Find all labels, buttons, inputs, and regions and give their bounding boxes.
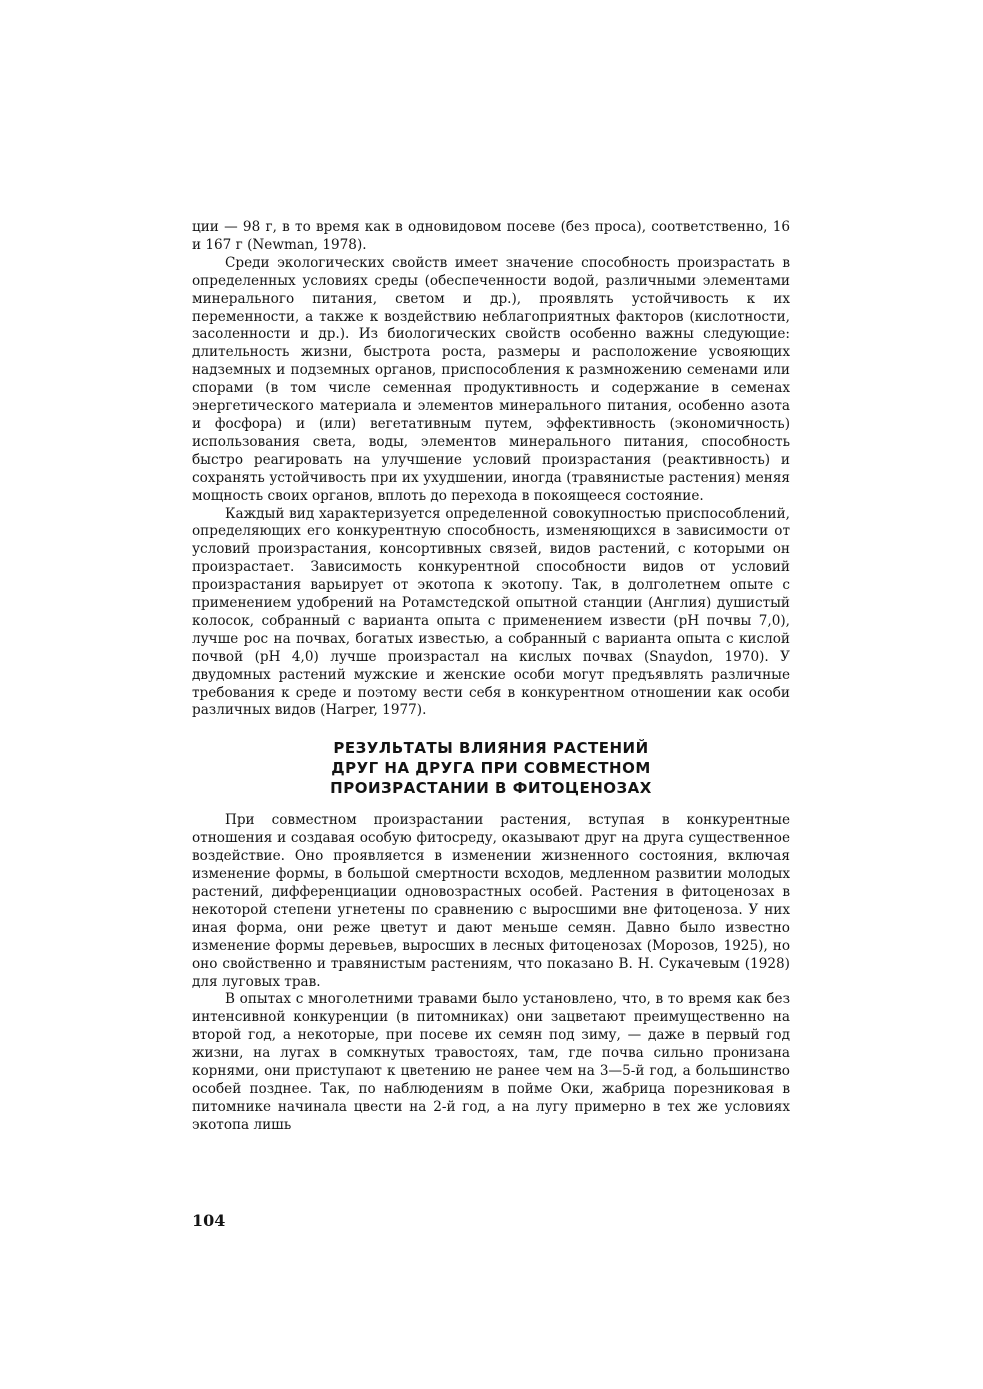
- paragraph-perennial-grasses: В опытах с многолетними травами было установлено, что, в то время как без интенсивной конкуренции (в питомниках) они зацветают преимущественно на второй год, а некоторые, при посеве их семян под зиму, — даже в первый год жизни, на лугах в сомкнутых травостоях, там, где почва сильно пронизана корнями, они приступают к цветению не ранее чем на 3—5-й год, а большинство особей позднее. Так, по наблюдениям в пойме Оки, жабрица порезниковая в питомнике начинала цвести на 2-й год, а на лугу примерно в тех же условиях экотопа лишь: [192, 991, 790, 1133]
- paragraph-ecological-properties: Среди экологических свойств имеет значение способность произрастать в определенных условиях среды (обеспеченности водой, различными элементами минерального питания, светом и др.), проявлять устойчивость к их переменности, а также к воздействию неблагоприятных факторов (кислотности, засоленности и др.). Из биологических свойств особенно важны следующие: длительность жизни, быстрота роста, размеры и расположение усвояющих надземных и подземных органов, приспособления к размножению семенами или спорами (в том числе семенная продуктивность и содержание в семенах энергетического материала и элементов минерального питания, особенно азота и фосфора) и (или) вегетативным путем, эффективность (экономичность) использования света, воды, элементов минерального питания, способность быстро реагировать на улучшение условий произрастания (реактивность) и сохранять устойчивость при их ухудшении, иногда (травянистые растения) меняя мощность своих органов, вплоть до перехода в покоящееся состояние.: [192, 254, 790, 504]
- heading-line: ДРУГ НА ДРУГА ПРИ СОВМЕСТНОМ: [331, 759, 651, 778]
- paragraph-joint-growth: При совместном произрастании растения, вступая в конкурентные отношения и создавая особую фитосреду, оказывают друг на друга существенное воздействие. Оно проявляется в изменении жизненного состояния, включая изменение формы, в большой смертности всходов, медленном развитии молодых растений, дифференциации одновозрастных особей. Растения в фитоценозах в некоторой степени угнетены по сравнению с выросшими вне фитоценоза. У них иная форма, они реже цветут и дают меньше семян. Давно было известно изменение формы деревьев, выросших в лесных фитоценозах (Морозов, 1925), но оно свойственно и травянистым растениям, что показано В. Н. Сукачевым (1928) для луговых трав.: [192, 812, 790, 990]
- heading-line: ПРОИЗРАСТАНИИ В ФИТОЦЕНОЗАХ: [330, 779, 652, 798]
- page-number: 104: [192, 1211, 226, 1230]
- paragraph-species-adaptations: Каждый вид характеризуется определенной совокупностью приспособлений, определяющих его конкурентную способность, изменяющихся в зависимости от условий произрастания, консортивных связей, видов растений, с которыми он произрастает. Зависимость конкурентной способности видов от условий произрастания варьирует от экотопа к экотопу. Так, в долголетнем опыте с применением удобрений на Ротамстедской опытной станции (Англия) душистый колосок, собранный с варианта опыта с применением извести (pH почвы 7,0), лучше рос на почвах, богатых известью, а собранный с варианта опыта с кислой почвой (pH 4,0) лучше произрастал на кислых почвах (Snaydon, 1970). У двудомных растений мужские и женские особи могут предъявлять различные требования к среде и поэтому вести себя в конкурентном отношении как особи различных видов (Harper, 1977).: [192, 505, 790, 719]
- paragraph-continuation: ции — 98 г, в то время как в одновидовом посеве (без проса), соответственно, 16 и 167 г (Newman, 1978).: [192, 219, 790, 253]
- text-column: [192, 219, 790, 1135]
- heading-line: РЕЗУЛЬТАТЫ ВЛИЯНИЯ РАСТЕНИЙ: [333, 739, 649, 758]
- section-heading: [192, 738, 790, 798]
